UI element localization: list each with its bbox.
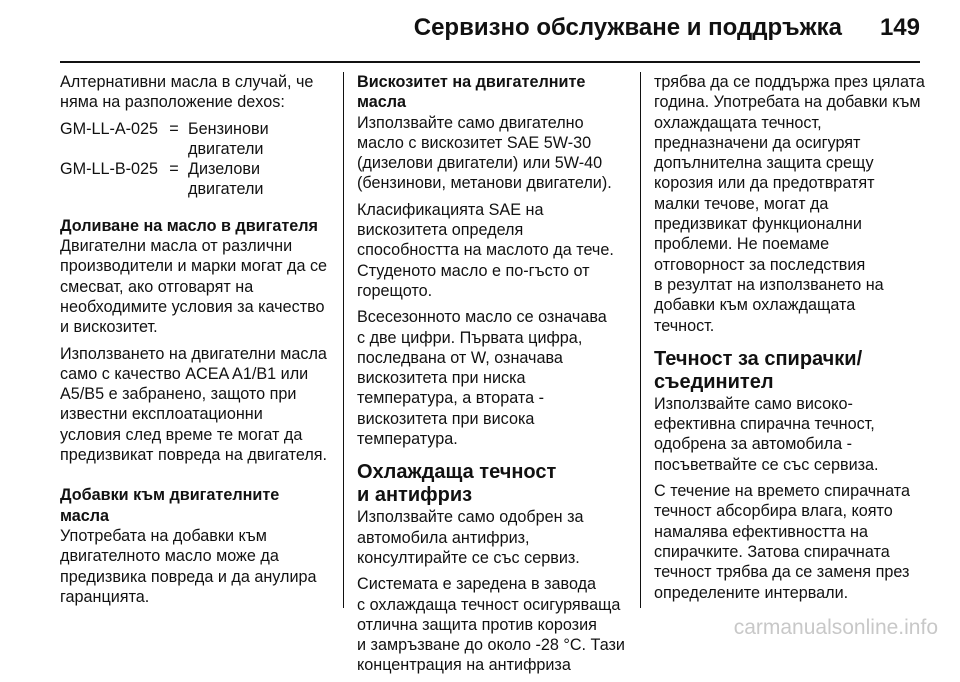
column-1 [60,72,330,613]
spec-value [188,159,328,200]
paragraph [654,394,934,475]
text-line: условия след време те могат да [60,425,303,444]
text-line: масло с вискозитет SAE 5W-30 [357,133,592,152]
text-line: течност трябва да се заменя през [654,563,910,582]
text-line: автомобила антифриз, [357,528,530,547]
text-line: Използвайте само високо- [654,394,853,413]
section-heading: Вискозитет на двигателните масла [357,73,586,112]
spec-row [60,119,328,160]
paragraph [357,113,629,194]
text-line: с две цифри. Първата цифра, [357,328,583,347]
text-line: течност. [654,316,715,335]
text-line: консултирайте се със сервиз. [357,548,580,567]
text-line: двигателното масло може да [60,547,279,566]
text-line: Класификацията SAE на [357,200,544,219]
text-line: двигатели [188,180,264,199]
text-line: (бензинови, метанови двигатели). [357,174,612,193]
text-line: температура. [357,430,458,449]
intro-paragraph [60,72,330,113]
text-line: предназначени да осигурят [654,133,861,152]
text-line: Използването на двигателни масла [60,344,327,363]
text-line: горещото. [357,281,433,300]
column-divider-right [640,72,641,608]
page-header [0,0,960,62]
text-line: Използвайте само одобрен за [357,508,584,527]
section-heading: Доливане на масло в двигателя [60,216,318,235]
paragraph [357,307,629,449]
page-title: Сервизно обслужване и поддръжка [413,14,842,41]
text-line: корозия или да предотвратят [654,174,875,193]
heading-line: Охлаждаща течност [357,461,557,484]
text-line: определените интервали. [654,583,849,602]
text-line: С течение на времето спирачната [654,482,910,501]
paragraph [60,236,330,337]
header-divider [60,61,920,63]
paragraph [357,574,629,675]
spec-row [60,159,328,200]
text-line: температура, а втората - [357,389,545,408]
text-line: спирачките. Затова спирачната [654,542,890,561]
watermark: carmanualsonline.info [733,616,938,639]
text-line: в резултат на използването на [654,275,884,294]
text-line: Студеното масло е по-гъсто от [357,261,590,280]
text-line: трябва да се поддържа през цялата [654,73,925,91]
text-line: и вискозитет. [60,318,158,337]
text-line: (дизелови двигатели) или 5W-40 [357,154,603,173]
paragraph [60,344,330,466]
text-line: само с качество ACEA A1/B1 или [60,364,309,383]
text-line: вискозитета определя [357,221,524,240]
spec-code: GM-LL-B-025 [60,160,159,179]
text-line: допълнителна защита срещу [654,154,874,173]
spec-equals: = [169,119,179,138]
text-line: Двигателни масла от различни [60,237,293,256]
text-line: отлична защита против корозия [357,615,597,634]
heading-line: Течност за спирачки/ [654,347,863,370]
text-line: охлаждащата течност, [654,113,822,132]
paragraph [60,526,330,607]
section-heading: Добавки към двигателните масла [60,486,280,525]
text-line: вискозитета при ниска [357,369,526,388]
oil-spec-table [60,119,328,200]
text-line: с охлаждаща течност осигуряваща [357,595,621,614]
text-line: предизвикат повреда на двигателя. [60,446,328,465]
paragraph [654,72,934,336]
paragraph [357,200,629,301]
text-line: A5/B5 е забранено, защото при [60,385,297,404]
text-line: концентрация на антифриза [357,656,571,675]
paragraph [654,481,934,603]
spec-equals: = [169,160,179,179]
text-line: Бензинови [188,119,269,138]
text-line: Дизелови [188,160,260,179]
column-2 [357,72,629,682]
text-line: Използвайте само двигателно [357,113,584,132]
text-line: предизвика повреда и да анулира [60,567,317,586]
heading-line: и антифриз [357,484,473,507]
text-line: двигатели [188,139,264,158]
text-line: необходимите условия за качество [60,297,325,316]
paragraph [357,507,629,568]
text-line: известни експлоатационни [60,405,263,424]
text-line: ефективна спирачна течност, [654,415,875,434]
text-line: проблеми. Не поемаме [654,235,830,254]
text-line: Системата е заредена в завода [357,575,597,594]
text-line: предизвикат функционални [654,215,862,234]
text-line: одобрена за автомобила - [654,435,852,454]
text-line: течност абсорбира влага, която [654,502,893,521]
text-line: няма на разположение dexos: [60,93,285,112]
spec-value [188,119,328,160]
text-line: последвана от W, означава [357,348,563,367]
spec-code: GM-LL-A-025 [60,119,159,138]
text-line: Алтернативни масла в случай, че [60,73,314,91]
text-line: и замръзване до около -28 °C. Тази [357,636,625,655]
text-line: посъветвайте се със сервиза. [654,455,879,474]
text-line: намалява ефективността на [654,522,868,541]
text-line: Употребата на добавки към [60,526,267,545]
section-heading [654,348,934,394]
page-number: 149 [879,14,920,41]
heading-line: съединител [654,370,774,393]
text-line: Всесезонното масло се означава [357,308,607,327]
text-line: година. Употребата на добавки към [654,93,921,112]
column-divider-left [343,72,344,608]
text-line: смесват, ако отговарят на [60,277,254,296]
text-line: добавки към охлаждащата [654,296,856,315]
text-line: малки течове, могат да [654,194,829,213]
text-line: гаранцията. [60,587,150,606]
text-line: производители и марки могат да се [60,257,328,276]
section-heading [357,461,629,507]
text-line: вискозитета при висока [357,409,535,428]
column-3 [654,72,934,609]
text-line: способността на маслото да тече. [357,241,614,260]
text-line: отговорност за последствия [654,255,866,274]
